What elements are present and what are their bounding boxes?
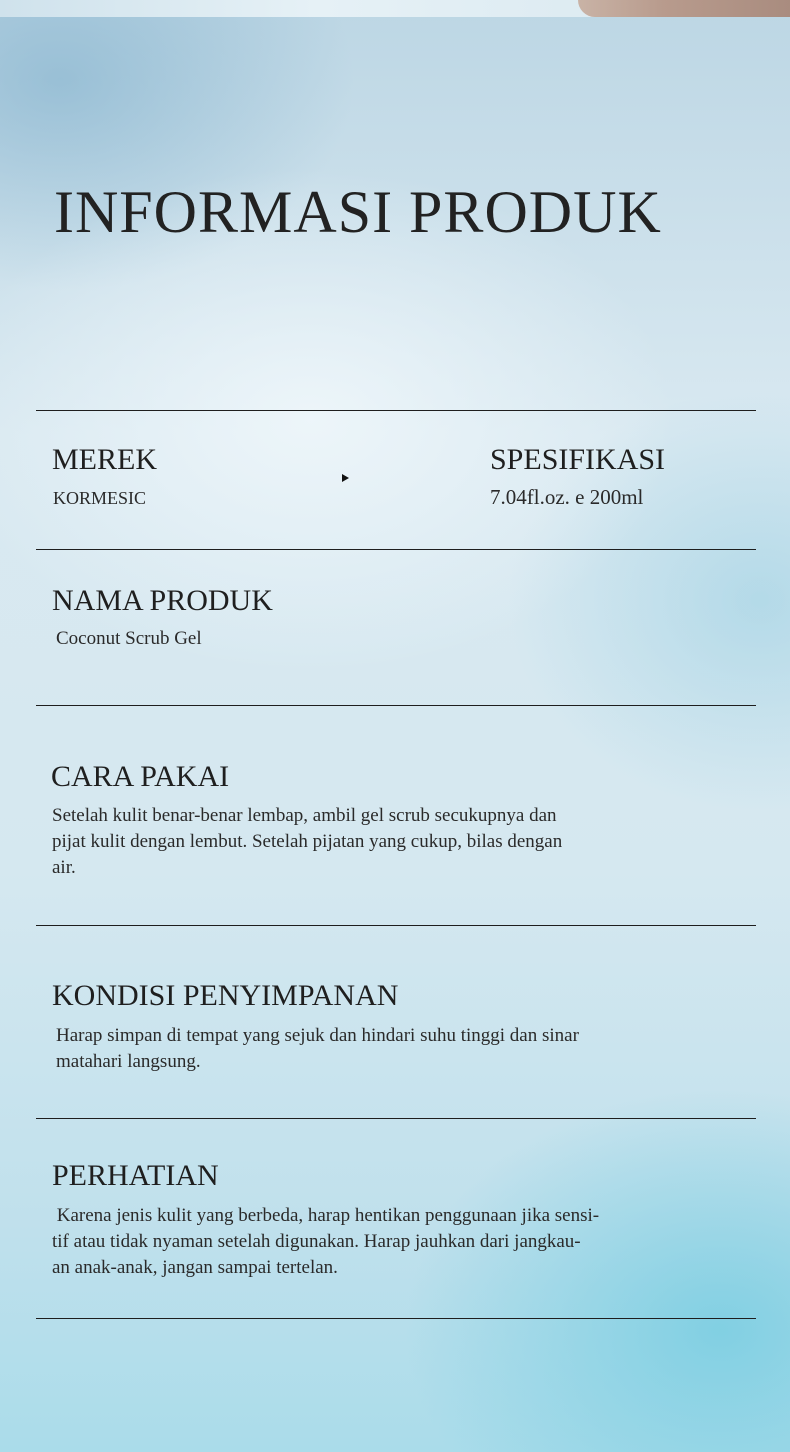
text-line: matahari langsung.: [56, 1051, 201, 1072]
nama-produk-value: Coconut Scrub Gel: [56, 628, 202, 649]
text-line: Setelah kulit benar-benar lembap, ambil gel scrub secukupnya dan: [52, 805, 557, 826]
text-line: tif atau tidak nyaman setelah digunakan. Harap jauhkan dari jangkau-: [52, 1231, 581, 1252]
text-line: Karena jenis kulit yang berbeda, harap hentikan penggunaan jika sensi-: [52, 1205, 600, 1226]
text-line: pijat kulit dengan lembut. Setelah pijatan yang cukup, bilas dengan: [52, 831, 563, 852]
divider: [36, 1318, 756, 1319]
divider: [36, 925, 756, 926]
spesifikasi-value: 7.04fl.oz. e 200ml: [490, 485, 644, 509]
perhatian-label: PERHATIAN: [52, 1159, 219, 1192]
text-line: an anak-anak, jangan sampai tertelan.: [52, 1257, 338, 1278]
nama-produk-label: NAMA PRODUK: [52, 584, 273, 617]
divider: [36, 705, 756, 706]
text-line: Harap simpan di tempat yang sejuk dan hindari suhu tinggi dan sinar: [56, 1025, 579, 1046]
divider: [36, 549, 756, 550]
top-accent: [578, 0, 790, 17]
divider: [36, 410, 756, 411]
merek-value: KORMESIC: [53, 488, 147, 508]
spesifikasi-label: SPESIFIKASI: [490, 443, 666, 476]
play-arrow-icon: [342, 474, 349, 482]
kondisi-penyimpanan-label: KONDISI PENYIMPANAN: [52, 979, 399, 1012]
page-title: INFORMASI PRODUK: [54, 179, 662, 245]
divider: [36, 1118, 756, 1119]
merek-label: MEREK: [52, 443, 157, 476]
cara-pakai-label: CARA PAKAI: [51, 760, 230, 793]
text-line: air.: [52, 857, 76, 878]
